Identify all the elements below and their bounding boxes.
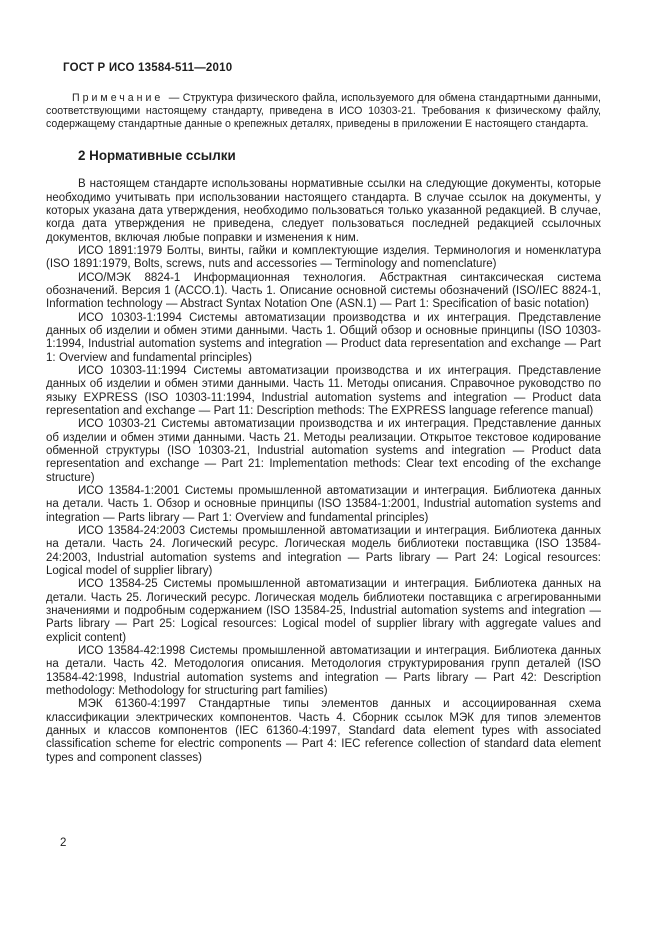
reference-item: ИСО 10303-21 Системы автоматизации производства и их интеграция. Представление данных об изделии и обмен этими данными. Часть 21. Методы реализации. Открытое текстовое кодирование обменной структуры (ISO 10303-21, Industrial automation systems and integration — Product data representation and exchange — Part 21: Implementation methods: Clear text encoding of the exchange structure) (46, 418, 601, 484)
reference-item: ИСО 10303-1:1994 Системы автоматизации производства и их интеграция. Представление данных об изделии и обмен этими данными. Часть 1. Общий обзор и основные принципы (ISO 10303-1:1994, Industrial automation systems and integration — Product data representation and exchange — Part 1: Overview and fundamental principles) (46, 311, 601, 364)
standard-designation: ГОСТ Р ИСО 13584-511—2010 (63, 62, 233, 74)
reference-item: ИСО 1891:1979 Болты, винты, гайки и комплектующие изделия. Терминология и номенклатура (ISO 1891:1979, Bolts, screws, nuts and accessories — Terminology and nomenclature) (46, 245, 601, 271)
reference-item: ИСО 13584-24:2003 Системы промышленной автоматизации и интеграция. Библиотека данных на детали. Часть 24. Логический ресурс. Логическая модель библиотеки поставщика (ISO 13584-24:2003, Industrial automation systems and integration — Parts library — Part 24: Logical resources: Logical model of supplier library) (46, 524, 601, 577)
note-paragraph (46, 92, 601, 130)
reference-item: ИСО 10303-11:1994 Системы автоматизации производства и их интеграция. Представление данных об изделии и обмен этими данными. Часть 11. Методы описания. Справочное руководство по языку EXPRESS (ISO 10303-11:1994, Industrial automation systems and integration — Product data representation and exchange — Part 11: Description methods: The EXPRESS language reference manual) (46, 364, 601, 417)
note-label: Примечание (72, 92, 164, 104)
document-header (63, 62, 232, 74)
section-title: 2 Нормативные ссылки (78, 148, 236, 164)
reference-item: ИСО 13584-42:1998 Системы промышленной автоматизации и интеграция. Библиотека данных на детали. Часть 42. Методология описания. Методология структурирования групп деталей (ISO 13584-42:1998, Industrial automation systems and integration — Parts library — Part 42: Description methodology: Methodology for structuring part families) (46, 644, 601, 697)
reference-item: МЭК 61360-4:1997 Стандартные типы элементов данных и ассоциированная схема классификации электрических компонентов. Часть 4. Сборник ссылок МЭК для типов элементов данных и классов компонентов (IEC 61360-4:1997, Standard data element types with associated classification scheme for electric components — Part 4: IEC reference collection of standard data element types and component classes) (46, 698, 601, 764)
note-text: — Структура физического файла, используемого для обмена стандартными данными, соответствующими настоящему стандарту, приведена в ИСО 10303-21. Требования к физическому файлу, содержащему стандартные данные о крепежных деталях, приведены в приложении Е настоящего стандарта. (46, 92, 601, 130)
reference-item: ИСО/МЭК 8824-1 Информационная технология. Абстрактная синтаксическая система обозначений. Версия 1 (АССО.1). Часть 1. Описание основной системы обозначений (ISO/IEC 8824-1, Information technology — Abstract Syntax Notation One (ASN.1) — Part 1: Specification of basic notation) (46, 271, 601, 311)
reference-item: ИСО 13584-1:2001 Системы промышленной автоматизации и интеграция. Библиотека данных на детали. Часть 1. Обзор и основные принципы (ISO 13584-1:2001, Industrial automation systems and integration — Parts library — Part 1: Overview and fundamental principles) (46, 484, 601, 524)
section-intro: В настоящем стандарте использованы нормативные ссылки на следующие документы, которые необходимо учитывать при использовании настоящего стандарта. В случае ссылок на документы, у которых указана дата утверждения, необходимо пользоваться только указанной редакцией. В случае, когда дата утверждения не приведена, следует пользоваться последней редакцией ссылочных документов, включая любые поправки и изменения к ним. (46, 178, 601, 244)
document-content (46, 92, 601, 765)
reference-item: ИСО 13584-25 Системы промышленной автоматизации и интеграция. Библиотека данных на детали. Часть 25. Логический ресурс. Логическая модель библиотеки поставщика с агрегированными значениями и подробным содержанием (ISO 13584-25, Industrial automation systems and integration — Parts library — Part 25: Logical resources: Logical model of supplier library with aggregate values and explicit content) (46, 578, 601, 644)
page-number: 2 (60, 837, 67, 849)
